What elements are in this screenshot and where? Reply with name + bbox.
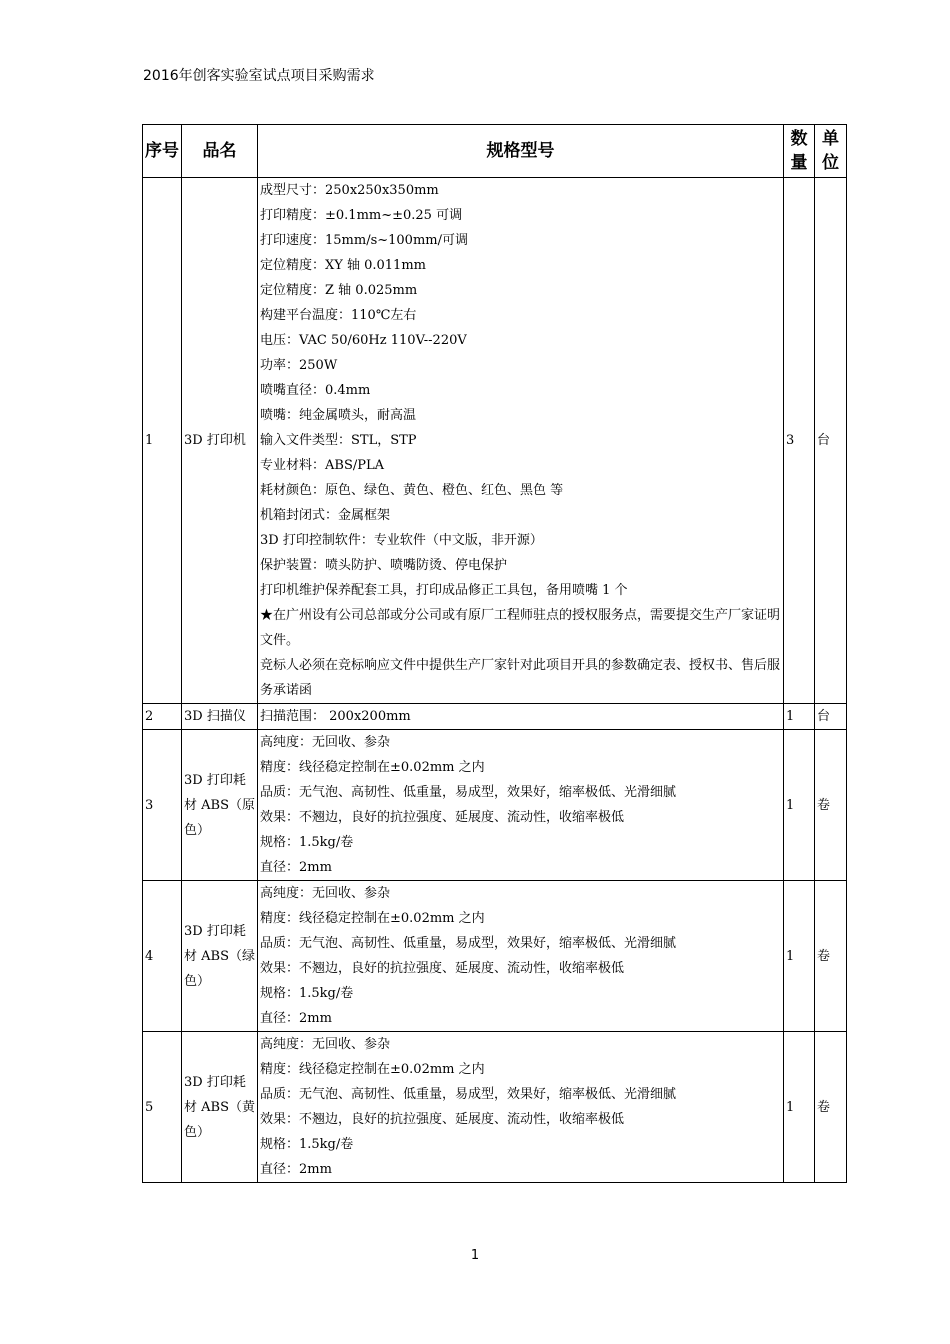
spec-line: 功率：250W	[260, 358, 338, 373]
item-name: 3D 打印机	[182, 178, 258, 704]
item-qty: 1	[784, 881, 815, 1032]
item-qty: 1	[784, 704, 815, 730]
spec-line: 定位精度：Z 轴 0.025mm	[260, 283, 418, 298]
spec-line: 构建平台温度：110℃左右	[260, 308, 417, 323]
spec-line: 效果：不翘边，良好的抗拉强度、延展度、流动性，收缩率极低	[260, 1112, 625, 1127]
spec-line: 品质：无气泡、高韧性、低重量，易成型，效果好，缩率极低、光滑细腻	[260, 936, 677, 951]
item-spec	[258, 730, 784, 881]
procurement-table	[142, 124, 847, 1183]
item-name: 3D 打印耗材 ABS（黄色）	[182, 1032, 258, 1183]
spec-line: 直径：2mm	[260, 1162, 332, 1177]
row-index: 3	[143, 730, 182, 881]
spec-line: 品质：无气泡、高韧性、低重量，易成型，效果好，缩率极低、光滑细腻	[260, 1087, 677, 1102]
spec-line: 高纯度：无回收、参杂	[260, 1037, 391, 1052]
spec-line: 3D 打印控制软件：专业软件（中文版，非开源）	[260, 533, 543, 548]
table-row	[143, 730, 847, 881]
item-spec	[258, 881, 784, 1032]
spec-line: 打印精度：±0.1mm~±0.25 可调	[260, 208, 463, 223]
column-header-unit: 单位	[815, 125, 847, 178]
spec-line: 扫描范围： 200x200mm	[260, 709, 411, 724]
column-header-index: 序号	[143, 125, 182, 178]
spec-line: 成型尺寸：250x250x350mm	[260, 183, 439, 198]
spec-line: 效果：不翘边，良好的抗拉强度、延展度、流动性，收缩率极低	[260, 961, 625, 976]
spec-line: 精度：线径稳定控制在±0.02mm 之内	[260, 1062, 485, 1077]
table-body	[143, 178, 847, 1183]
item-qty: 1	[784, 730, 815, 881]
row-index: 2	[143, 704, 182, 730]
row-index: 1	[143, 178, 182, 704]
item-unit: 台	[815, 704, 847, 730]
table-header-row	[143, 125, 847, 178]
spec-line: 定位精度：XY 轴 0.011mm	[260, 258, 426, 273]
spec-line: 耗材颜色：原色、绿色、黄色、橙色、红色、黑色 等	[260, 483, 564, 498]
spec-line: 喷嘴：纯金属喷头，耐高温	[260, 408, 417, 423]
item-unit: 卷	[815, 1032, 847, 1183]
spec-line: 打印机维护保养配套工具，打印成品修正工具包，备用喷嘴 1 个	[260, 583, 628, 598]
column-header-qty: 数量	[784, 125, 815, 178]
table-row	[143, 881, 847, 1032]
column-header-spec: 规格型号	[258, 125, 784, 178]
spec-line: 品质：无气泡、高韧性、低重量，易成型，效果好，缩率极低、光滑细腻	[260, 785, 677, 800]
table-row	[143, 704, 847, 730]
document-title: 2016年创客实验室试点项目采购需求	[143, 68, 375, 84]
spec-line: 直径：2mm	[260, 1011, 332, 1026]
spec-line: 喷嘴直径：0.4mm	[260, 383, 371, 398]
table-row	[143, 178, 847, 704]
spec-line: 规格：1.5kg/卷	[260, 835, 354, 850]
item-unit: 卷	[815, 881, 847, 1032]
spec-line: 竞标人必须在竞标响应文件中提供生产厂家针对此项目开具的参数确定表、授权书、售后服务承诺函	[260, 658, 781, 698]
spec-line: 打印速度：15mm/s~100mm/可调	[260, 233, 468, 248]
spec-line: 规格：1.5kg/卷	[260, 986, 354, 1001]
spec-line: 效果：不翘边，良好的抗拉强度、延展度、流动性，收缩率极低	[260, 810, 625, 825]
item-name: 3D 扫描仪	[182, 704, 258, 730]
row-index: 5	[143, 1032, 182, 1183]
row-index: 4	[143, 881, 182, 1032]
item-spec	[258, 704, 784, 730]
table-row	[143, 1032, 847, 1183]
item-name: 3D 打印耗材 ABS（原色）	[182, 730, 258, 881]
item-qty: 3	[784, 178, 815, 704]
spec-line: 精度：线径稳定控制在±0.02mm 之内	[260, 911, 485, 926]
item-spec	[258, 1032, 784, 1183]
spec-line: 高纯度：无回收、参杂	[260, 886, 391, 901]
column-header-name: 品名	[182, 125, 258, 178]
spec-line: 高纯度：无回收、参杂	[260, 735, 391, 750]
item-unit: 卷	[815, 730, 847, 881]
spec-line: 规格：1.5kg/卷	[260, 1137, 354, 1152]
spec-line: 输入文件类型：STL，STP	[260, 433, 417, 448]
spec-line: ★在广州设有公司总部或分公司或有原厂工程师驻点的授权服务点，需要提交生产厂家证明文件。	[260, 608, 781, 648]
spec-line: 精度：线径稳定控制在±0.02mm 之内	[260, 760, 485, 775]
item-qty: 1	[784, 1032, 815, 1183]
item-unit: 台	[815, 178, 847, 704]
spec-line: 直径：2mm	[260, 860, 332, 875]
item-name: 3D 打印耗材 ABS（绿色）	[182, 881, 258, 1032]
spec-line: 电压：VAC 50/60Hz 110V--220V	[260, 333, 467, 348]
item-spec	[258, 178, 784, 704]
spec-line: 保护装置：喷头防护、喷嘴防烫、停电保护	[260, 558, 508, 573]
spec-line: 专业材料：ABS/PLA	[260, 458, 384, 473]
spec-line: 机箱封闭式：金属框架	[260, 508, 391, 523]
page-number: 1	[470, 1248, 480, 1263]
